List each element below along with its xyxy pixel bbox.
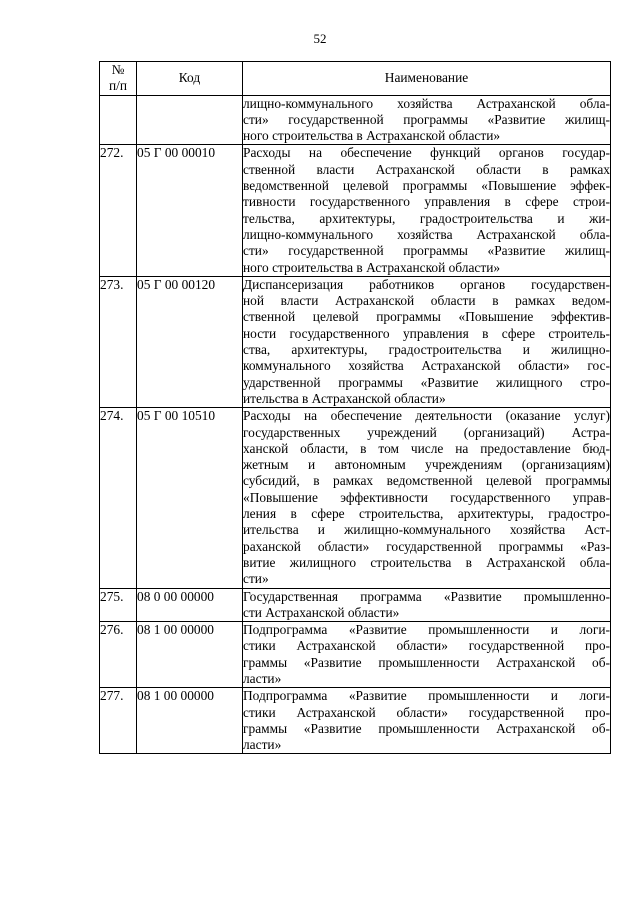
row-name-line: ного строительства в Астраханской области» (243, 259, 501, 275)
row-name (243, 688, 611, 754)
row-name-line: ления в сфере строительства, архитектуры, градостро- (243, 506, 610, 522)
header-number-line2: п/п (108, 78, 128, 94)
row-name-line: раханской области» государственной программы «Раз- (243, 538, 610, 554)
table-row (100, 145, 611, 276)
row-name-line: ной власти Астраханской области в рамках ведом- (243, 293, 610, 309)
row-name (243, 622, 611, 688)
row-name-line: граммы «Развитие промышленности Астраханской об- (243, 654, 610, 670)
row-name-line: граммы «Развитие промышленности Астраханской об- (243, 720, 610, 736)
row-name (243, 408, 611, 588)
header-name: Наименование (243, 62, 611, 96)
row-name-line: сти Астраханской области» (243, 604, 400, 620)
row-number (100, 95, 137, 145)
row-name-line: коммунального хозяйства Астраханской области» гос- (243, 358, 610, 374)
row-name-line: тивности государственного управления в сфере строи- (243, 194, 610, 210)
row-name-line: сти» (243, 571, 269, 587)
row-name-line: Расходы на обеспечение функций органов государ- (243, 145, 610, 161)
row-name (243, 95, 611, 145)
row-number: 277. (100, 688, 137, 754)
row-name-line: ханской области, в том числе на предоставление бюд- (243, 440, 610, 456)
row-name-line: стики Астраханской области» государственной про- (243, 704, 610, 720)
row-name-line: ства, архитектуры, градостроительства и жилищно- (243, 342, 610, 358)
row-code: 05 Г 00 00120 (137, 276, 243, 407)
row-name-line: ведомственной целевой программы «Повышение эффек- (243, 178, 610, 194)
row-name-line: субсидий, в рамках ведомственной целевой программы (243, 473, 610, 489)
row-name-line: Государственная программа «Развитие промышленно- (243, 588, 610, 604)
row-name-line: ласти» (243, 737, 282, 753)
row-name-line: ительства в Астраханской области» (243, 390, 446, 406)
row-name-line: ного строительства в Астраханской области» (243, 128, 501, 144)
row-name-line: сти» государственной программы «Развитие жилищ- (243, 111, 610, 127)
row-code: 05 Г 00 00010 (137, 145, 243, 276)
row-name (243, 588, 611, 622)
row-number: 273. (100, 276, 137, 407)
row-name-line: «Повышение эффективности государственного управ- (243, 489, 610, 505)
row-name-line: лищно-коммунального хозяйства Астраханской обла- (243, 95, 610, 111)
table-row (100, 588, 611, 622)
row-code: 08 0 00 00000 (137, 588, 243, 622)
row-name-line: ласти» (243, 670, 282, 686)
row-name-line: государственных учреждений (организаций) Астра- (243, 424, 610, 440)
row-number: 272. (100, 145, 137, 276)
row-name-line: стики Астраханской области» государственной про- (243, 638, 610, 654)
row-name-line: лищно-коммунального хозяйства Астраханской обла- (243, 226, 610, 242)
row-name-line: витие жилищного строительства в Астраханской обла- (243, 554, 610, 570)
row-number: 275. (100, 588, 137, 622)
row-code (137, 95, 243, 145)
table-row (100, 408, 611, 588)
row-name-line: жетным и автономным учреждениям (организациям) (243, 457, 610, 473)
table-row (100, 95, 611, 145)
row-name-line: сти» государственной программы «Развитие жилищ- (243, 243, 610, 259)
row-name-line: ственной целевой программы «Повышение эффектив- (243, 309, 610, 325)
row-name-line: Диспансеризация работников органов государствен- (243, 276, 610, 292)
row-name-line: ударственной программы «Развитие жилищного стро- (243, 374, 610, 390)
row-number: 274. (100, 408, 137, 588)
page-number: 52 (313, 31, 327, 46)
row-name (243, 276, 611, 407)
row-name-line: Подпрограмма «Развитие промышленности и логи- (243, 622, 610, 638)
header-number-line1: № (111, 62, 125, 77)
table-header-row (100, 62, 611, 96)
row-name (243, 145, 611, 276)
row-name-line: тельства, архитектуры, градостроительства и жи- (243, 210, 610, 226)
row-name-line: ности государственного управления в сфере строитель- (243, 325, 610, 341)
row-code: 08 1 00 00000 (137, 688, 243, 754)
row-name-line: ительства и жилищно-коммунального хозяйства Аст- (243, 522, 610, 538)
table-body (100, 95, 611, 754)
row-name-line: Расходы на обеспечение деятельности (оказание услуг) (243, 408, 610, 424)
row-code: 05 Г 00 10510 (137, 408, 243, 588)
table-row (100, 276, 611, 407)
row-code: 08 1 00 00000 (137, 622, 243, 688)
header-code: Код (137, 62, 243, 96)
row-number: 276. (100, 622, 137, 688)
row-name-line: Подпрограмма «Развитие промышленности и логи- (243, 688, 610, 704)
table-row (100, 622, 611, 688)
budget-code-table (99, 61, 611, 754)
header-number (100, 62, 137, 96)
table-row (100, 688, 611, 754)
row-name-line: ственной власти Астраханской области в рамках (243, 161, 610, 177)
